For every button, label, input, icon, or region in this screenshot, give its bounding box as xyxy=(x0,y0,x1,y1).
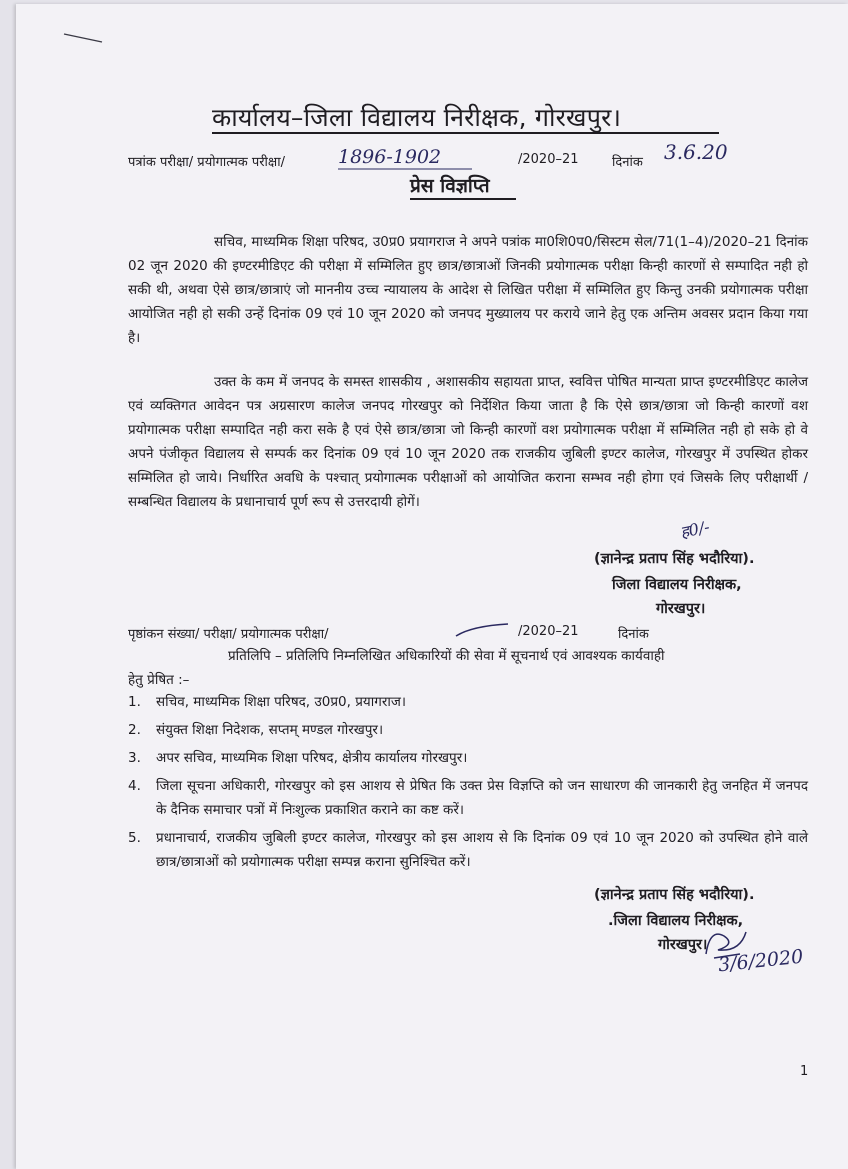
signatory-designation: जिला विद्यालय निरीक्षक, xyxy=(612,577,742,593)
letter-reference-year: /2020–21 xyxy=(518,152,579,167)
list-item: 1. सचिव, माध्यमिक शिक्षा परिषद, उ0प्र0, प्रयागराज। xyxy=(128,694,406,710)
pen-mark xyxy=(62,30,106,46)
handwritten-signature-date: 3/6/2020 xyxy=(717,945,805,977)
recipient-list xyxy=(128,690,808,878)
office-title: कार्यालय–जिला विद्यालय निरीक्षक, गोरखपुर। xyxy=(212,103,622,132)
list-item: 5. प्रधानाचार्य, राजकीय जुबिली इण्टर कालेज, गोरखपुर को इस आशय से कि दिनांक 09 एवं 10 जून 2020 को उपस्थित होने वाले छात्र/छात्राओं को प्रयोगात्मक परीक्षा सम्पन्न कराना सुनिश्चित करें। xyxy=(128,830,808,870)
list-item: 2. संयुक्त शिक्षा निदेशक, सप्तम् मण्डल गोरखपुर। xyxy=(128,722,384,738)
signatory-place: गोरखपुर। xyxy=(656,601,706,617)
page-number: 1 xyxy=(800,1064,809,1079)
handwritten-reference-number: 1896-1902 xyxy=(338,146,442,168)
copy-to-text: प्रतिलिपि – प्रतिलिपि निम्नलिखित अधिकारियों की सेवा में सूचनार्थ एवं आवश्यक कार्यवाही xyxy=(228,648,665,664)
endorsement-date-label: दिनांक xyxy=(618,627,649,642)
signatory-place-2: गोरखपुर। xyxy=(658,937,708,953)
paragraph-1: सचिव, माध्यमिक शिक्षा परिषद, उ0प्र0 प्रयागराज ने अपने पत्रांक मा0शि0प0/सिस्टम सेल/71(1–4)/2020–21 दिनांक 02 जून 2020 की इण्टरमीडिएट की परीक्षा में सम्मिलित हुए छात्र/छात्राओं जिनकी प्रयोगात्मक परीक्षा किन्ही कारणों से सम्पादित नही हो सकी थी, अथवा ऐसे छात्र/छात्राएं जो माननीय उच्च न्यायालय के आदेश से लिखित परीक्षा में सम्मिलित हुए किन्तु उनकी प्रयोगात्मक परीक्षा आयोजित नही हो सकी उन्हें दिनांक 09 एवं 10 जून 2020 को जनपद मुख्यालय पर कराये जाने हेतु एक अन्तिम अवसर प्रदान किया गया है। xyxy=(128,234,808,346)
handwritten-tick xyxy=(452,622,512,640)
letter-reference: पत्रांक परीक्षा/ प्रयोगात्मक परीक्षा/ xyxy=(128,155,285,170)
endorsement-reference: पृष्ठांकन संख्या/ परीक्षा/ प्रयोगात्मक परीक्षा/ xyxy=(128,627,329,642)
date-label: दिनांक xyxy=(612,155,643,170)
signatory-designation-2: .जिला विद्यालय निरीक्षक, xyxy=(608,913,744,929)
handwritten-date: 3.6.20 xyxy=(664,140,728,164)
list-item: 4. जिला सूचना अधिकारी, गोरखपुर को इस आशय से प्रेषित कि उक्त प्रेस विज्ञप्ति को जन साधारण की जानकारी हेतु जनहित में जनपद के दैनिक समाचार पत्रों में निःशुल्क प्रकाशित कराने का कष्ट करें। xyxy=(128,778,808,818)
copy-to-text-continued: हेतु प्रेषित :– xyxy=(128,672,190,688)
signatory-name-2: (ज्ञानेन्द्र प्रताप सिंह भदौरिया). xyxy=(594,887,755,903)
list-item: 3. अपर सचिव, माध्यमिक शिक्षा परिषद, क्षेत्रीय कार्यालय गोरखपुर। xyxy=(128,750,468,766)
title-underline xyxy=(212,132,719,134)
heading-underline xyxy=(410,198,516,200)
paragraph-2: उक्त के कम में जनपद के समस्त शासकीय , अशासकीय सहायता प्राप्त, स्ववित्त पोषित मान्यता प्राप्त इण्टरमीडिएट कालेज एवं व्यक्तिगत आवेदन पत्र अग्रसारण कालेज जनपद गोरखपुर को निर्देशित किया जाता है कि ऐसे छात्र/छात्रा जो किन्ही कारणों वश प्रयोगात्मक परीक्षा सम्पादित नही करा सके है एवं ऐसे छात्र/छात्रा जो किन्ही कारणों वश प्रयोगात्मक परीक्षा में सम्मिलित नही हो सके हो वे अपने पंजीकृत विद्यालय से सम्पर्क कर दिनांक 09 एवं 10 जून 2020 तक राजकीय जुबिली इण्टर कालेज, गोरखपुर में उपस्थित होकर सम्मिलित हो जाये। निर्धारित अवधि के पश्चात् प्रयोगात्मक परीक्षाओं को आयोजित कराना सम्भव नही होगा एवं जिसके लिए परीक्षार्थी /सम्बन्धित विद्यालय के प्रधानाचार्य पूर्ण रूप से उत्तरदायी होगें। xyxy=(128,374,808,510)
signatory-name: (ज्ञानेन्द्र प्रताप सिंह भदौरिया). xyxy=(594,551,755,567)
endorsement-year: /2020–21 xyxy=(518,624,579,639)
handwritten-initials: ह0/- xyxy=(678,517,712,542)
press-release-heading: प्रेस विज्ञप्ति xyxy=(410,175,490,197)
